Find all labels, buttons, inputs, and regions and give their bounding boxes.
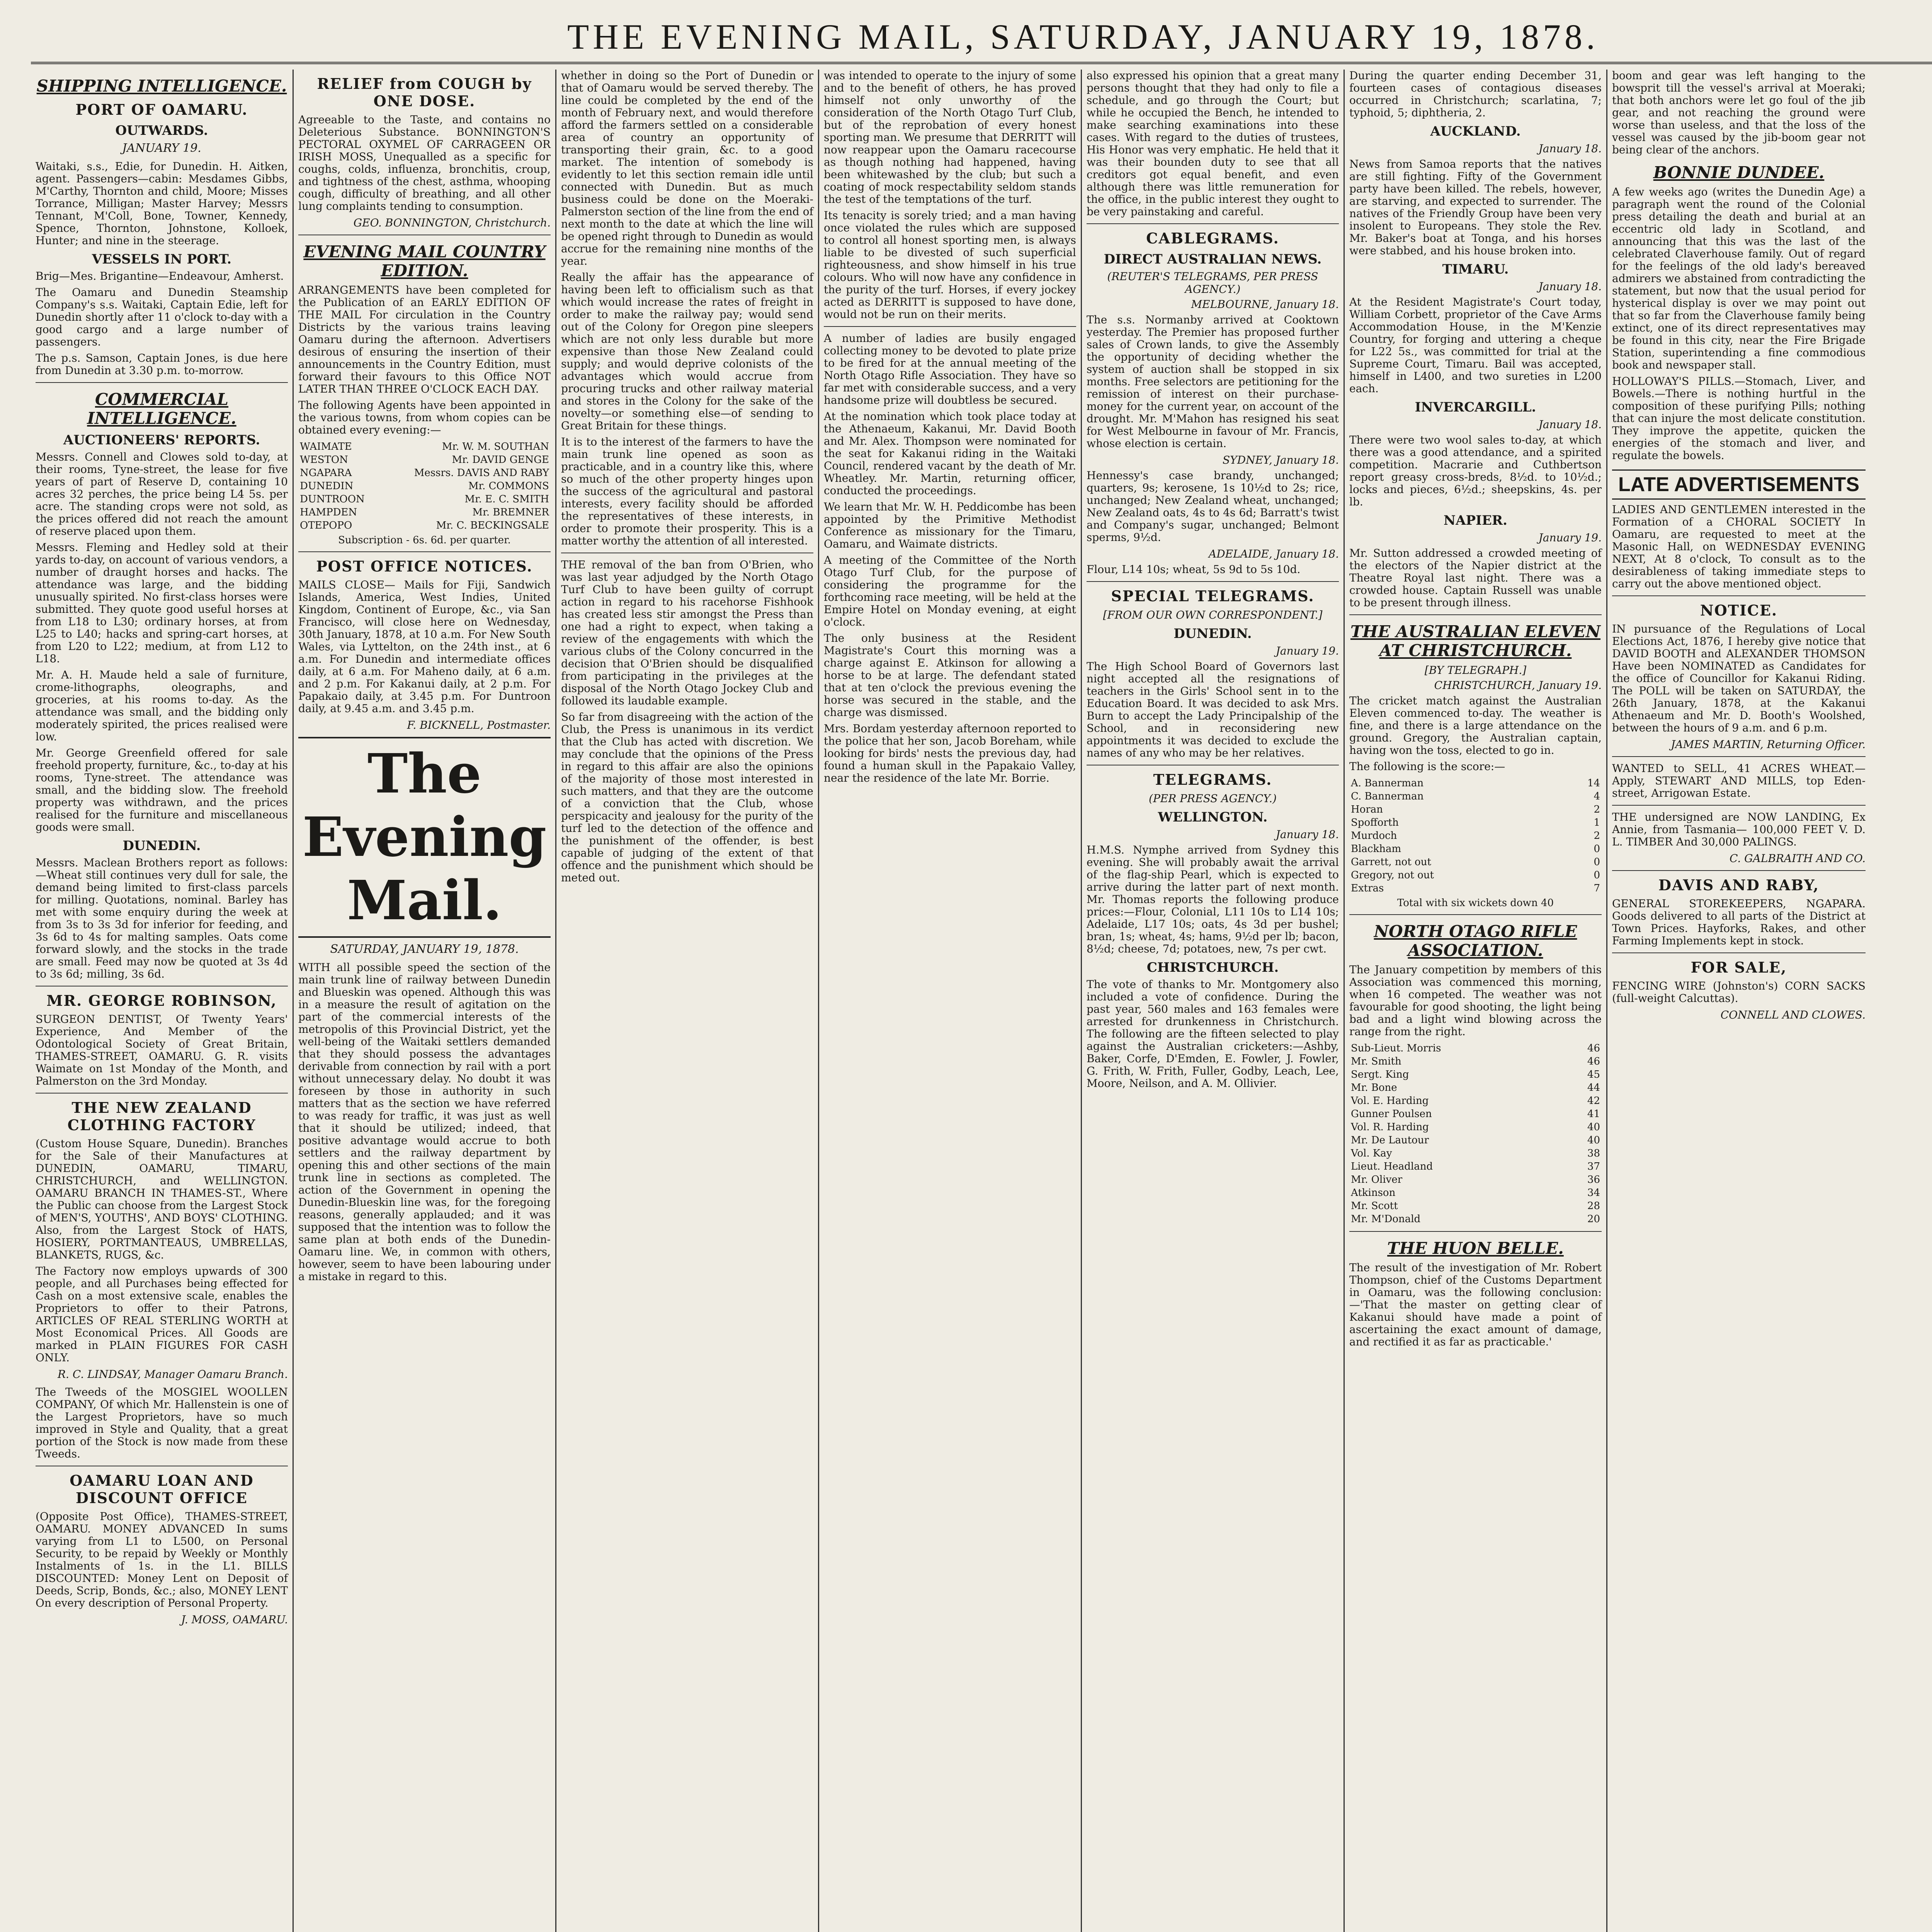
score-row (1349, 803, 1602, 816)
divider (36, 1093, 288, 1094)
agent-name: Mr. E. C. SMITH (464, 493, 549, 505)
rifle-total: 40 (1587, 1134, 1600, 1146)
huon-cont-text: boom and gear was left hanging to the bowsprit till the vessel's arrival at Moeraki; that both anchors were let go foul of the jib gear, and not reaching the ground were worse than useless, and that the loss of the vessel was caused by the jib-boom gear not being clear of the anchors. (1612, 70, 1866, 156)
score-total: Total with six wickets down 40 (1397, 897, 1554, 909)
heading-napier: NAPIER. (1444, 513, 1507, 528)
heading-relief: RELIEF from COUGH by ONE DOSE. (317, 75, 532, 110)
rifle-competitor: Atkinson (1351, 1187, 1396, 1199)
auction-text-2: Messrs. Fleming and Hedley sold at their yards to-day, on account of various vendors, a number of draught horses and hacks. The attendance was large, and the bidding unusually spirited. No first-class horses were submitted. They quote good useful horses at from L18 to L30; ordinary horses, at from L25 to L40; hacks and spring-cart horses, at from L20 to L22; medium, at from L12 to L18. (36, 541, 288, 665)
heading-christchurch: CHRISTCHURCH. (1146, 960, 1279, 975)
heading-auctioneers: AUCTIONEERS' REPORTS. (63, 432, 260, 448)
editorial-cont-1: whether in doing so the Port of Dunedin or that of Oamaru would be served thereby. The line could be completed by the end of the month of February next, and would therefore afford the farmers settled on a considerable area of country an opportunity of transporting their grain, &c. to a good market. The intention of somebody is evidently to let this section remain idle until connected with Dunedin. But as much business could be done on the Moeraki-Palmerston section of the line from the end of next month to the date at which the line will be opened right through to Dunedin as would accrue for the remaining nine months of the year. (561, 70, 813, 267)
divider (1087, 223, 1339, 224)
eleven-text: The cricket match against the Australian Eleven commenced to-day. The weather is fine, and there is a large attendance on the ground. Gregory, the Australian captain, having won the toss, elected to go in. (1349, 694, 1602, 757)
score-row (1349, 882, 1602, 895)
rifle-total: 37 (1587, 1161, 1600, 1172)
heading-commercial: COMMERCIAL INTELLIGENCE. (87, 390, 236, 428)
rifle-row (1349, 1042, 1602, 1055)
agent-name: Mr. BREMNER (472, 507, 549, 518)
rifle-competitor: Mr. M'Donald (1351, 1213, 1421, 1225)
rifle-competitor: Mr. Oliver (1351, 1174, 1403, 1185)
column-7 (1607, 70, 1870, 1932)
holloway-text: HOLLOWAY'S PILLS.—Stomach, Liver, and Bowels.—There is nothing hurtful in the composition of these purifying Pills; nothing that can injure the most delicate constitution. They improve the appetite, quicken the energies of the stomach and liver, and regulate the bowels. (1612, 375, 1866, 462)
batsman-name: Garrett, not out (1351, 856, 1431, 868)
reuter-note: (REUTER'S TELEGRAMS, PER PRESS AGENCY.) (1107, 270, 1318, 296)
divider (1349, 1231, 1602, 1232)
agent-town: NGAPARA (300, 467, 352, 479)
notice-signature: JAMES MARTIN, Returning Officer. (1671, 738, 1866, 751)
heading-vessels: VESSELS IN PORT. (92, 252, 232, 267)
eleven-date: CHRISTCHURCH, January 19. (1434, 679, 1602, 692)
score-row (1349, 790, 1602, 803)
divider (1612, 595, 1866, 596)
agent-name: Mr. W. M. SOUTHAN (442, 441, 549, 452)
rifle-competitor: Mr. Scott (1351, 1200, 1398, 1212)
batsman-runs: 14 (1587, 777, 1600, 789)
notice-text: IN pursuance of the Regulations of Local Elections Act, 1876, I hereby give notice that DAVID BOOTH and ALEXANDER THOMSON Have been NOMINATED as Candidates for the office of Councillor for Kakanui Riding. The POLL will be taken on SATURDAY, the 26th January, 1878, at the Kakanui Athenaeum and Mr. D. Booth's Woolshed, between the hours of 9 a.m. and 6 p.m. (1612, 622, 1866, 734)
divider (1612, 952, 1866, 953)
rifle-competitor: Sub-Lieut. Morris (1351, 1043, 1441, 1054)
heading-robinson: MR. GEORGE ROBINSON, (46, 992, 277, 1009)
invercargill-date: January 18. (1538, 418, 1602, 431)
heading-invercargill: INVERCARGILL. (1415, 400, 1536, 415)
country-text: ARRANGEMENTS have been completed for the Publication of an EARLY EDITION OF THE MAIL For circulation in the Country Districts by the various trains leaving Oamaru during the afternoon. Advertisers desirous of ensuring the insertion of their announcements in the Country Edition, must forward their favours to this Office NOT LATER THAN THREE O'CLOCK EACH DAY. (298, 284, 551, 395)
rifle-total: 36 (1587, 1174, 1600, 1185)
heading-post: POST OFFICE NOTICES. (316, 558, 533, 575)
huon-text: The result of the investigation of Mr. Robert Thompson, chief of the Customs Department in Oamaru, was the following conclusion:—'That the master on getting clear of Kakanui should have made a point of ascertaining the exact amount of damage, and rectified it as far as practicable.' (1349, 1261, 1602, 1348)
rifle-total: 41 (1587, 1108, 1600, 1120)
wanted-text: WANTED to SELL, 41 ACRES WHEAT.—Apply, STEWART AND MILLS, top Eden-street, Arrigowan Estate. (1612, 762, 1866, 799)
skull-text: Mrs. Bordam yesterday afternoon reported to the police that her son, Jacob Boreham, while looking for birds' nests the previous day, had found a human skull in the Papakaio Valley, near the residence of the late Mr. Borrie. (824, 722, 1076, 784)
clothing-text-2: The Factory now employs upwards of 300 people, and all Purchases being effected for Cash on a most extensive scale, enables the Proprietors to offer to their Patrons, ARTICLES OF REAL STERLING WORTH at Most Economical Prices. All Goods are marked in PLAIN FIGURES FOR CASH ONLY. (36, 1265, 288, 1364)
agent-town: WESTON (300, 454, 348, 466)
cable-text: The s.s. Normanby arrived at Cooktown yesterday. The Premier has proposed further sales of Crown lands, to give the Assembly the opportunity of deciding whether the system of auction shall be stopped in six months. Free selectors are petitioning for the remission of interest on their purchase-money for the current year, on account of the drought. Mr. M'Mahon has resigned his seat for West Melbourne in favour of Mr. Francis, whose election is certain. (1087, 313, 1339, 450)
heading-sale: FOR SALE, (1690, 959, 1787, 976)
relief-text: Agreeable to the Taste, and contains no Deleterious Substance. BONNINGTON'S PECTORAL OXYMEL OF CARRAGEEN OR IRISH MOSS, Unequalled as a specific for coughs, colds, influenza, bronchitis, croup, and tightness of the chest, asthma, whooping cough, difficulty of breathing, and all other lung complaints tending to consumption. (298, 113, 551, 213)
score-row (1349, 869, 1602, 882)
columns (31, 70, 1932, 1932)
rifle-text: The January competition by members of this Association was commenced this morning, when 16 competed. The weather was not favourable for good shooting, the light being bad and a light wind blowing across the range from the right. (1349, 963, 1602, 1038)
batsman-name: Spofforth (1351, 817, 1399, 828)
batsman-runs: 0 (1594, 869, 1600, 881)
agent-town: DUNTROON (300, 493, 365, 505)
dunedin-special-text: The High School Board of Governors last night accepted all the resignations of teachers in the Girls' School sent in to the Education Board. It was decided to ask Mrs. Burn to accept the Lady Principalship of the School, and in reconsidering new appointments it was decided to exclude the names of any who may be her relatives. (1087, 660, 1339, 759)
rifle-row (1349, 1081, 1602, 1094)
editorial-cont-2: Really the affair has the appearance of having been left to officialism such as that which would increase the rates of freight in order to make the railway pay; would send out of the Colony for Oregon pine sleepers which are not only less durable but more expensive than those New Zealand could supply; and would deprive colonists of the advantages which would accrue from procuring trucks and other railway material and stores in the Colony for the sake of the novelty—or something else—of sending to Great Britain for these things. (561, 271, 813, 432)
rifle-total: 34 (1587, 1187, 1600, 1199)
agent-row (298, 493, 551, 506)
column-2 (294, 70, 556, 1932)
sydney-date: SYDNEY, January 18. (1222, 454, 1339, 466)
rifle-competitor: Gunner Poulsen (1351, 1108, 1432, 1120)
score-row (1349, 829, 1602, 842)
divider (1349, 614, 1602, 615)
column-4 (819, 70, 1082, 1932)
timaru-text: At the Resident Magistrate's Court today, William Corbett, proprietor of the Cave Arms Accommodation House, in the M'Kenzie Country, for forging and uttering a cheque for L22 5s., was committed for trial at the Supreme Court, Timaru. Bail was accepted, himself in L400, and two sureties in L200 each. (1349, 296, 1602, 395)
heading-dunedin-2: DUNEDIN. (1173, 626, 1252, 641)
rifle-row (1349, 1055, 1602, 1068)
obrien-text-1: THE removal of the ban from O'Brien, who was last year adjudged by the North Otago Turf Club to have been guilty of corrupt action in regard to his racehorse Fishhook has created less stir amongst the Press than one had a right to expect, when taking a review of the engagements with which the various clubs of the Colony concurred in the decision that O'Brien should be disqualified from participating in the privileges at the disposal of the North Otago Jockey Club and followed its laudable example. (561, 558, 813, 707)
heading-port: PORT OF OAMARU. (75, 101, 248, 118)
agent-row (298, 466, 551, 480)
post-text: MAILS CLOSE— Mails for Fiji, Sandwich Islands, America, West Indies, United Kingdom, Continent of Europe, &c., via San Francisco, will close here on Wednesday, 30th January, 1878, at 10 a.m. For New South Wales, via Lyttelton, on the 24th inst., at 6 a.m. For Dunedin and intermediate offices daily, at 6 a.m. For Maheno daily, at 6 a.m. and 2 p.m. For Kakanui daily, at 2 p.m. For Papakaio daily, at 3.45 p.m. For Duntroon daily, at 9.45 a.m. and 3.45 p.m. (298, 578, 551, 715)
divider (824, 326, 1076, 327)
choral-text: LADIES AND GENTLEMEN interested in the Formation of a CHORAL SOCIETY In Oamaru, are requested to meet at the Masonic Hall, on WEDNESDAY EVENING NEXT, At 8 o'clock, To consult as to the desirableness of taking immediate steps to carry out the above mentioned object. (1612, 503, 1866, 590)
heading-auckland: AUCKLAND. (1430, 124, 1521, 139)
score-row (1349, 855, 1602, 869)
heading-country: EVENING MAIL COUNTRY EDITION. (303, 242, 546, 280)
rifle-total: 40 (1587, 1121, 1600, 1133)
turf-club-meeting-text: A meeting of the Committee of the North Otago Turf Club, for the purpose of considering the programme for the forthcoming race meeting, will be held at the Empire Hotel on Monday evening, at eight o'clock. (824, 554, 1076, 628)
auction-text-1: Messrs. Connell and Clowes sold to-day, at their rooms, Tyne-street, the lease for five years of part of Reserve D, containing 10 acres 32 perches, the price being L4 5s. per acre. The standing crops were not sold, as the prices offered did not reach the amount of reserve placed upon them. (36, 451, 288, 537)
clothing-text: (Custom House Square, Dunedin). Branches for the Sale of their Manufactures at DUNEDIN, OAMARU, TIMARU, CHRISTCHURCH, and WELLINGTON. OAMARU BRANCH IN THAMES-ST., Where the Public can choose from the Largest Stock of MEN'S, YOUTHS', AND BOYS' CLOTHING. Also, from the Largest Stock of HATS, HOSIERY, PORTMANTEAUS, UMBRELLAS, BLANKETS, RUGS, &c. (36, 1137, 288, 1261)
batsman-name: Blackham (1351, 843, 1401, 855)
column-6 (1345, 70, 1607, 1932)
editorial-cont-3: It is to the interest of the farmers to have the main trunk line opened as soon as practicable, and in a country like this, where so much of the other property hinges upon the success of the agricultural and pastoral interests, every facility should be afforded the representatives of these interests, in order to promote their prosperity. This is a matter worthy the attention of all interested. (561, 435, 813, 547)
rifle-total: 46 (1587, 1056, 1600, 1067)
batsman-runs: 0 (1594, 843, 1600, 855)
rifle-competitor: Vol. R. Harding (1351, 1121, 1429, 1133)
landing-signature: C. GALBRAITH AND CO. (1729, 852, 1866, 865)
rifle-row (1349, 1186, 1602, 1199)
divider (1612, 756, 1866, 757)
vessels-text: Brig—Mes. Brigantine—Endeavour, Amherst. (36, 270, 284, 282)
agent-town: DUNEDIN (300, 480, 354, 492)
rifle-competitor: Vol. E. Harding (1351, 1095, 1429, 1107)
rifle-prize-text: A number of ladies are busily engaged collecting money to be devoted to plate prize to be fired for at the annual meeting of the North Otago Rifle Association. They have so far met with considerable success, and a very handsome prize will doubtless be secured. (824, 332, 1076, 406)
sale-text: FENCING WIRE (Johnston's) CORN SACKS (full-weight Calcuttas). (1612, 980, 1866, 1005)
contagious-text: During the quarter ending December 31, fourteen cases of contagious diseases occurred in Christchurch; scarlatina, 7; typhoid, 5; diphtheria, 2. (1349, 70, 1602, 119)
late-advertisements-title: LATE ADVERTISEMENTS (1612, 469, 1866, 500)
melbourne-date: MELBOURNE, January 18. (1191, 298, 1339, 311)
editorial-text: WITH all possible speed the section of the main trunk line of railway between Dunedin and Blueskin was opened. Although this was in a measure the result of agitation on the part of the commercial interests of the metropolis of this Provincial District, yet the well-being of the Waitaki settlers demanded that they should possess the advantages derivable from connection by rail with a port without unnecessary delay. No doubt it was foreseen by those in authority in such matters that as the section we have referred to was ready for traffic, it was just as well that it should be utilized; indeed, that positive advantage would accrue to both settlers and the railway department by opening this and other sections of the main trunk line in sections as completed. The action of the Government in opening the Dunedin-Blueskin line was, for the foregoing reasons, generally applauded; and it was supposed that the intention was to follow the same plan at both ends of the Dunedin-Oamaru line. We, in common with others, however, seem to have been labouring under a mistake in regard to this. (298, 961, 551, 1283)
bonnie-text: A few weeks ago (writes the Dunedin Age) a paragraph went the round of the Colonial press detailing the death and burial at an eccentric old lady in Scotland, and announcing that this was the last of the celebrated Claverhouse family. Out of regard for the feelings of the old lady's bereaved admirers we abstained from contradicting the statement, but now that the usual period for hysterical display is over we may point out that so far from the Claverhouse family being extinct, one of its direct representatives may be found in this city, near the Fire Brigade Station, superintending a fine commodious book and newspaper stall. (1612, 185, 1866, 371)
batsman-runs: 2 (1594, 830, 1600, 842)
score-title: The following is the score:— (1349, 760, 1505, 773)
heading-timaru: TIMARU. (1442, 262, 1509, 277)
napier-text: Mr. Sutton addressed a crowded meeting of the electors of the Napier district at the Theatre Royal last night. There was a crowded house. Captain Russell was unable to be present through illness. (1349, 547, 1602, 609)
landing-text: THE undersigned are NOW LANDING, Ex Annie, from Tasmania— 100,000 FEET V. D. L. TIMBER And 30,000 PALINGS. (1612, 811, 1866, 848)
nomination-text: At the nomination which took place today at the Athenaeum, Kakanui, Mr. David Booth and Mr. Alex. Thompson were nominated for the seat for Kakanui riding in the Waitaki Council, rendered vacant by the death of Mr. Wheatley. Mr. Martin, returning officer, conducted the proceedings. (824, 410, 1076, 497)
outwards-date: JANUARY 19. (122, 141, 201, 155)
heading-telegrams: TELEGRAMS. (1153, 771, 1272, 788)
auckland-text: News from Samoa reports that the natives are still fighting. Fifty of the Government party have been killed. The rebels, however, are starving, and expected to surrender. The natives of the Friendly Group have been very insolent to Europeans. They stole the Rev. Mr. Baker's boat at Tonga, and his horses were stabbed, and his house broken into. (1349, 158, 1602, 257)
heading-wellington: WELLINGTON. (1158, 810, 1268, 825)
court-text: The only business at the Resident Magistrate's Court this morning was a charge against E. Atkinson for allowing a horse to be at large. The defendant stated that at ten o'clock the previous evening the horse was secured in the stable, and the charge was dismissed. (824, 632, 1076, 719)
rifle-score-table (1349, 1042, 1602, 1226)
post-signature: F. BICKNELL, Postmaster. (407, 719, 551, 731)
rifle-competitor: Lieut. Headland (1351, 1161, 1433, 1172)
derritt-text-1: was intended to operate to the injury of some and to the benefit of others, he has proved himself not only unworthy of the consideration of the North Otago Turf Club, but of the reprobation of every honest sporting man. We presume that DERRITT will now reappear upon the Oamaru racecourse as though nothing had happened, having been whitewashed by the club; but such a coating of mock respectability seldom stands the test of the temptations of the turf. (824, 70, 1076, 206)
invercargill-text: There were two wool sales to-day, at which there was a good attendance, and a spirited competition. Macrarie and Cuthbertson report greasy cross-breds, 8½d. to 10½d.; locks and pieces, 6½d.; sheepskins, 4s. per lb. (1349, 434, 1602, 508)
agent-name: Messrs. DAVIS AND RABY (414, 467, 549, 479)
rifle-total: 20 (1587, 1213, 1600, 1225)
court-cont-text: also expressed his opinion that a great many persons thought that they had only to file a schedule, and go through the Court; but while he occupied the Bench, he intended to make searching examinations into these cases. With regard to the duties of trustees, His Honor was very emphatic. He held that it was their bounden duty to see that all creditors got equal benefit, and even although there was little remuneration for the office, in the public interest they ought to be very painstaking and careful. (1087, 70, 1339, 218)
heading-dunedin: DUNEDIN. (122, 838, 201, 854)
agent-town: WAIMATE (300, 441, 352, 452)
divider (1612, 870, 1866, 871)
timaru-date: January 18. (1538, 280, 1602, 293)
auckland-date: January 18. (1538, 142, 1602, 155)
missionary-text: We learn that Mr. W. H. Peddicombe has been appointed by the Primitive Methodist Conference as missionary for the Timaru, Oamaru, and Waimate districts. (824, 500, 1076, 550)
batsman-runs: 4 (1594, 791, 1600, 802)
heading-outwards: OUTWARDS. (115, 123, 208, 138)
agent-town: OTEPOPO (300, 520, 352, 531)
rifle-row (1349, 1173, 1602, 1186)
cricket-score-table (1349, 777, 1602, 895)
rifle-total: 45 (1587, 1069, 1600, 1080)
rifle-row (1349, 1213, 1602, 1226)
batsman-runs: 7 (1594, 883, 1600, 894)
heading-shipping: SHIPPING INTELLIGENCE. (36, 77, 287, 95)
rifle-row (1349, 1094, 1602, 1107)
wellington-text: H.M.S. Nymphe arrived from Sydney this evening. She will probably await the arrival of the flag-ship Pearl, which is expected to arrive during the latter part of next month. Mr. Thomas reports the following produce prices:—Flour, Colonial, L11 10s to L14 10s; Adelaide, L17 10s; oats, 4s 3d per bushel; bran, 1s; wheat, 4s; hams, 9½d per lb; bacon, 8½d; cheese, 7d; potatoes, new, 7s per cwt. (1087, 844, 1339, 955)
divider (36, 382, 288, 383)
rifle-competitor: Vol. Kay (1351, 1148, 1392, 1159)
loan-text: (Opposite Post Office), THAMES-STREET, OAMARU. MONEY ADVANCED In sums varying from L1 to L500, on Personal Security, to be repaid by Weekly or Monthly Instalments of 1s. in the L1. BILLS DISCOUNTED: Money Lent on Deposit of Deeds, Scrip, Bonds, &c.; also, MONEY LENT On every description of Personal Property. (36, 1510, 288, 1609)
auction-text-4: Mr. George Greenfield offered for sale freehold property, furniture, &c., to-day at his rooms, Tyne-street. The attendance was small, and the bidding slow. The freehold property was withdrawn, and the prices realised for the furniture and miscellaneous goods were small. (36, 747, 288, 833)
clothing-signature: R. C. LINDSAY, Manager Oamaru Branch. (57, 1368, 288, 1381)
batsman-name: Horan (1351, 804, 1383, 815)
rifle-competitor: Mr. Smith (1351, 1056, 1401, 1067)
sydney-text: Hennessy's case brandy, unchanged; quarters, 9s; kerosene, 1s 10½d to 2s; rice, unchanged; New Zealand wheat, unchanged; New Zealand oats, 4s to 4s 6d; Barratt's twist and Company's sugar, unchanged; Belmont sperms, 9½d. (1087, 469, 1339, 544)
loan-signature: J. MOSS, OAMARU. (181, 1613, 288, 1626)
score-row (1349, 816, 1602, 829)
rifle-competitor: Sergt. King (1351, 1069, 1409, 1080)
heading-loan: OAMARU LOAN AND DISCOUNT OFFICE (70, 1472, 254, 1507)
outwards-text: Waitaki, s.s., Edie, for Dunedin. H. Aitken, agent. Passengers—cabin: Mesdames Gibbs, M'Carthy, Thornton and child, Moore; Misses Torrance, Milligan; Master Harvey; Messrs Tennant, M'Coll, Bone, Towner, Kennedy, Spence, Thornton, Johnstone, Kolloek, Hunter; and nine in the steerage. (36, 160, 288, 247)
agent-name: Mr. C. BECKINGSALE (436, 520, 549, 531)
mosgiel-text: The Tweeds of the MOSGIEL WOOLLEN COMPANY, Of which Mr. Hallenstein is one of the Largest Proprietors, have so much improved in Style and Quality, that a great portion of the Stock is now made from these Tweeds. (36, 1386, 288, 1460)
rifle-row (1349, 1160, 1602, 1173)
agent-row (298, 519, 551, 532)
batsman-name: A. Bannerman (1351, 777, 1424, 789)
rifle-total: 46 (1587, 1043, 1600, 1054)
batsman-name: Murdoch (1351, 830, 1397, 842)
rifle-total: 44 (1587, 1082, 1600, 1094)
score-row (1349, 777, 1602, 790)
steamship-text: The Oamaru and Dunedin Steamship Company's s.s. Waitaki, Captain Edie, left for Dunedin shortly after 11 o'clock to-day with a good cargo and a large number of passengers. (36, 286, 288, 348)
relief-signature: GEO. BONNINGTON, Christchurch. (353, 216, 551, 229)
own-correspondent-note: [FROM OUR OWN CORRESPONDENT.] (1103, 609, 1323, 621)
rifle-total: 42 (1587, 1095, 1600, 1107)
page-masthead (31, 15, 1932, 64)
heading-davis: DAVIS AND RABY, (1658, 876, 1819, 894)
rifle-row (1349, 1068, 1602, 1081)
column-5 (1082, 70, 1345, 1932)
christchurch-text: The vote of thanks to Mr. Montgomery also included a vote of confidence. During the past year, 560 males and 163 females were arrested for drunkenness in Christchurch. The following are the fifteen selected to play against the Australian cricketers:—Ashby, Baker, Corfe, D'Emden, E. Fowler, J. Fowler, G. Frith, W. Frith, Fuller, Godby, Leach, Lee, Moore, Neilson, and A. M. Ollivier. (1087, 978, 1339, 1090)
adelaide-date: ADELAIDE, January 18. (1209, 548, 1339, 560)
batsman-runs: 1 (1594, 817, 1600, 828)
obrien-text-2: So far from disagreeing with the action of the Club, the Press is unanimous in its verdict that the Club has acted with discretion. We may conclude that the opinions of the Press in regard to this affair are also the opinions of the majority of those most interested in such matters, and that they are the outcome of a conviction that the Club, whose perspicacity and jealousy for the purity of the turf led to the detection of the offence and the punishment of the offender, is best capable of judging of the extent of that offence and the punishment which should be meted out. (561, 711, 813, 884)
batsman-name: Extras (1351, 883, 1384, 894)
rifle-total: 38 (1587, 1148, 1600, 1159)
auction-text-3: Mr. A. H. Maude held a sale of furniture, crome-lithographs, oleographs, and groceries, at his rooms to-day. As the attendance was small, and the bidding only moderately spirited, the prices realised were low. (36, 668, 288, 743)
rifle-row (1349, 1107, 1602, 1121)
heading-clothing: THE NEW ZEALAND CLOTHING FACTORY (67, 1099, 256, 1134)
agents-intro: The following Agents have been appointed in the various towns, from whom copies can be obtained every evening:— (298, 399, 551, 436)
batsman-name: Gregory, not out (1351, 869, 1434, 881)
agent-name: Mr. DAVID GENGE (452, 454, 549, 466)
divider (1349, 914, 1602, 915)
heading-notice: NOTICE. (1700, 602, 1778, 619)
dunedin-date: January 19. (1276, 645, 1339, 657)
agent-row (298, 506, 551, 519)
adelaide-text: Flour, L14 10s; wheat, 5s 9d to 5s 10d. (1087, 563, 1301, 576)
agent-row (298, 440, 551, 453)
derritt-text-2: Its tenacity is sorely tried; and a man having once violated the rules which are supposed to control all honest sporting men, is always liable to be divested of such superficial righteousness, and show himself in his true colours. Who will now have any confidence in the purity of the turf. Horses, if every jockey acted as DERRITT is supposed to have done, would not be run on their merits. (824, 209, 1076, 321)
sale-signature: CONNELL AND CLOWES. (1720, 1009, 1866, 1021)
score-row (1349, 842, 1602, 855)
batsman-name: C. Bannerman (1351, 791, 1424, 802)
agent-row (298, 453, 551, 466)
agent-name: Mr. COMMONS (468, 480, 549, 492)
divider (298, 551, 551, 552)
batsman-runs: 2 (1594, 804, 1600, 815)
heading-direct: DIRECT AUSTRALIAN NEWS. (1104, 252, 1322, 267)
rifle-competitor: Mr. De Lautour (1351, 1134, 1429, 1146)
rifle-competitor: Mr. Bone (1351, 1082, 1397, 1094)
telegraph-note: [BY TELEGRAPH.] (1424, 664, 1527, 677)
rifle-row (1349, 1121, 1602, 1134)
rifle-row (1349, 1147, 1602, 1160)
rifle-row (1349, 1134, 1602, 1147)
column-3 (556, 70, 819, 1932)
divider (1087, 581, 1339, 582)
masthead-title: THE EVENING MAIL, SATURDAY, JANUARY 19, 1878. (567, 17, 1599, 56)
agents-table (298, 440, 551, 532)
robinson-text: SURGEON DENTIST, Of Twenty Years' Experience, And Member of the Odontological Society of Great Britain, THAMES-STREET, OAMARU. G. R. visits Waimate on 1st Monday of the Month, and Palmerston on the 3rd Monday. (36, 1013, 288, 1087)
heading-eleven: THE AUSTRALIAN ELEVEN AT CHRISTCHURCH. (1350, 622, 1601, 660)
heading-bonnie: BONNIE DUNDEE. (1653, 163, 1825, 182)
editorial-dateline: SATURDAY, JANUARY 19, 1878. (330, 942, 519, 956)
column-1 (31, 70, 294, 1932)
heading-special: SPECIAL TELEGRAMS. (1111, 587, 1315, 605)
heading-huon: THE HUON BELLE. (1387, 1239, 1564, 1258)
batsman-runs: 0 (1594, 856, 1600, 868)
samson-text: The p.s. Samson, Captain Jones, is due here from Dunedin at 3.30 p.m. to-morrow. (36, 352, 288, 377)
rifle-total: 28 (1587, 1200, 1600, 1212)
rifle-row (1349, 1199, 1602, 1213)
heading-rifle: NORTH OTAGO RIFLE ASSOCIATION. (1374, 922, 1577, 960)
press-agency-note: (PER PRESS AGENCY.) (1149, 792, 1277, 805)
davis-text: GENERAL STOREKEEPERS, NGAPARA. Goods delivered to all parts of the District at Town Prices. Hayforks, Rakes, and other Farming Implements kept in stock. (1612, 897, 1866, 947)
agent-town: HAMPDEN (300, 507, 357, 518)
subscription: Subscription - 6s. 6d. per quarter. (338, 534, 511, 546)
agent-row (298, 480, 551, 493)
heading-cablegrams: CABLEGRAMS. (1146, 230, 1279, 247)
divider (1612, 805, 1866, 806)
dunedin-text: Messrs. Maclean Brothers report as follows:—Wheat still continues very dull for sale, the demand being limited to first-class parcels for milling. Quotations, nominal. Barley has met with some enquiry during the week at from 3s to 3s 3d for inferior for feeding, and 3s 6d to 4s for malting samples. Oats come forward slowly, and the stocks in the trade are small. Feed may now be quoted at 3s 4d to 3s 6d; milling, 3s 6d. (36, 856, 288, 980)
napier-date: January 19. (1538, 531, 1602, 544)
inner-masthead: The Evening Mail. (298, 737, 551, 938)
wellington-date: January 18. (1276, 828, 1339, 841)
